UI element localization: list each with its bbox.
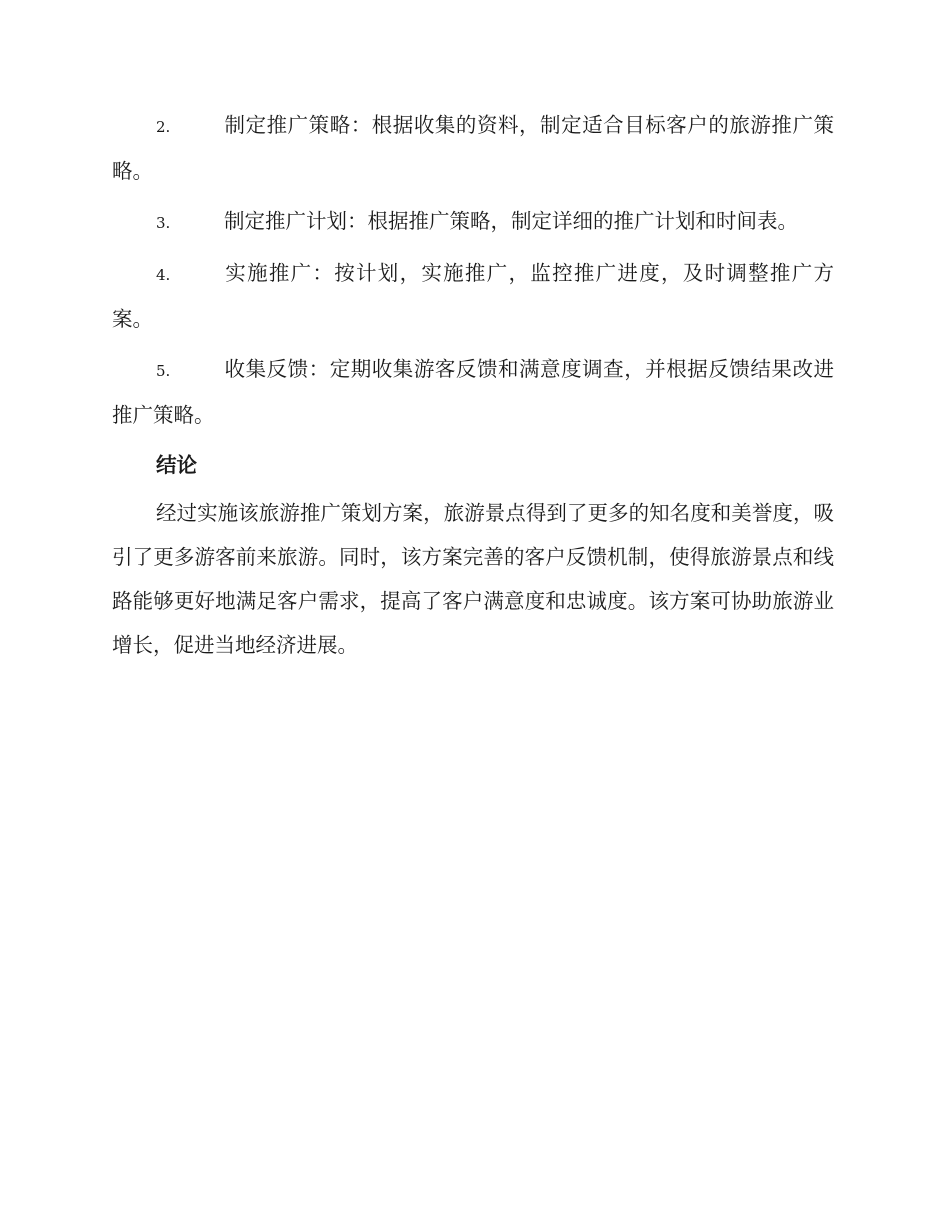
list-item-text: 实施推广：按计划，实施推广，监控推广进度，及时调整推广方案。 (112, 261, 834, 331)
list-number: 3. (156, 214, 171, 232)
list-number: 2. (156, 118, 171, 136)
list-item-text: 收集反馈：定期收集游客反馈和满意度调查，并根据反馈结果改进推广策略。 (112, 357, 834, 427)
list-number: 4. (156, 266, 171, 284)
list-item (112, 103, 834, 193)
list-item (112, 347, 834, 437)
list-number: 5. (156, 362, 171, 380)
document-page (112, 103, 834, 667)
list-item-text: 制定推广计划：根据推广策略，制定详细的推广计划和时间表。 (224, 209, 798, 233)
list-item-text: 制定推广策略：根据收集的资料，制定适合目标客户的旅游推广策略。 (112, 113, 834, 183)
section-heading: 结论 (156, 453, 197, 477)
list-item (112, 251, 834, 341)
list-item (112, 199, 834, 245)
conclusion-paragraph: 经过实施该旅游推广策划方案，旅游景点得到了更多的知名度和美誉度，吸引了更多游客前来旅游。同时，该方案完善的客户反馈机制，使得旅游景点和线路能够更好地满足客户需求，提高了客户满意度和忠诚度。该方案可协助旅游业增长，促进当地经济进展。 (112, 501, 834, 657)
